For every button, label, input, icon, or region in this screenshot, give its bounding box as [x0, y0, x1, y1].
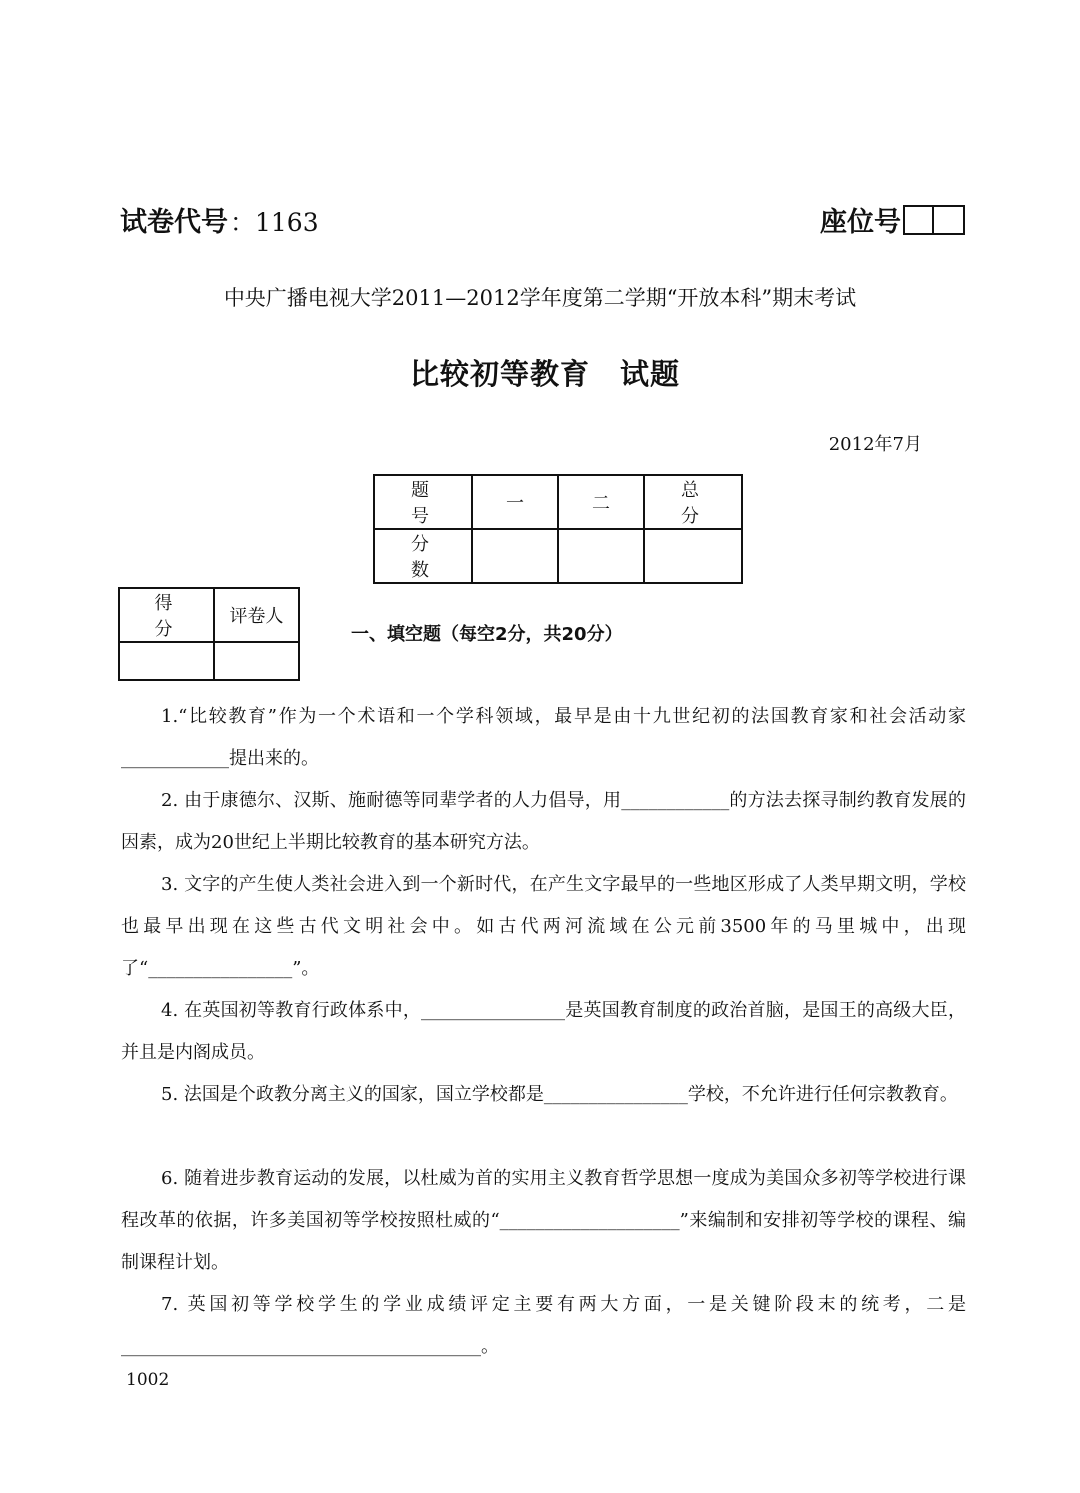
question-text: 5. 法国是个政教分离主义的国家，国立学校都是________________学校，不允许进行任何宗教教育。 — [161, 1084, 958, 1105]
seat-number — [820, 200, 965, 239]
score-table — [373, 474, 753, 584]
paper-code-value: ：1163 — [230, 208, 319, 237]
exam-header: 中央广播电视大学2011—2012学年度第二学期“开放本科”期末考试 — [223, 286, 857, 310]
score-table-cell: 一 — [472, 475, 558, 529]
question-text: 6. 随着进步教育运动的发展，以杜威为首的实用主义教育哲学思想一度成为美国众多初等学校进行课程改革的依据，许多美国初等学校按照杜威的“____________________”来编制和安排初等学校的课程、编制课程计划。 — [121, 1168, 966, 1273]
score-table-cell: 总 分 — [644, 475, 742, 529]
grader-table-header-row — [119, 588, 299, 642]
paper-code-label: 试卷代号 — [120, 207, 228, 238]
exam-title: 比较初等教育 试题 — [409, 357, 680, 391]
question-item — [121, 1284, 966, 1368]
question-text: 7. 英国初等学校学生的学业成绩评定主要有两大方面，一是关键阶段末的统考，二是________________________________________。 — [121, 1294, 966, 1357]
score-table-cell: 分 数 — [374, 529, 472, 583]
seat-box — [903, 205, 934, 235]
grader-table-cell: 得 分 — [119, 588, 214, 642]
question-item — [121, 1158, 966, 1284]
score-table-cell: 题 号 — [374, 475, 472, 529]
question-item — [121, 780, 966, 864]
score-table-cell — [472, 529, 558, 583]
grader-table — [118, 587, 300, 681]
seat-box — [934, 205, 965, 235]
question-item — [121, 864, 966, 990]
section-title: 一、填空题（每空2分，共20分） — [351, 624, 623, 645]
question-text: 1.“比较教育”作为一个术语和一个学科领域，最早是由十九世纪初的法国教育家和社会活动家____________提出来的。 — [121, 706, 966, 769]
seat-number-label: 座位号 — [820, 207, 901, 238]
question-text: 3. 文字的产生使人类社会进入到一个新时代，在产生文字最早的一些地区形成了人类早期文明，学校也最早出现在这些古代文明社会中。如古代两河流域在公元前3500年的马里城中，出现了“________________”。 — [121, 874, 966, 979]
grader-table-cell: 评卷人 — [214, 588, 299, 642]
question-item — [121, 990, 966, 1074]
question-text: 4. 在英国初等教育行政体系中，________________是英国教育制度的政治首脑，是国王的高级大臣，并且是内阁成员。 — [121, 1000, 966, 1063]
score-table-cell — [558, 529, 644, 583]
grader-table-cell — [119, 642, 214, 680]
grader-table-blank-row — [119, 642, 299, 680]
page-number: 1002 — [126, 1370, 170, 1390]
paper-code — [120, 200, 319, 239]
exam-date: 2012年7月 — [828, 434, 922, 455]
question-item — [121, 1074, 966, 1116]
score-table-cell: 二 — [558, 475, 644, 529]
score-table-header-row — [374, 475, 742, 529]
question-item — [121, 696, 966, 780]
seat-number-boxes — [903, 205, 965, 235]
question-text: 2. 由于康德尔、汉斯、施耐德等同辈学者的人力倡导，用____________的方法去探寻制约教育发展的因素，成为20世纪上半期比较教育的基本研究方法。 — [121, 790, 966, 853]
grader-table-cell — [214, 642, 299, 680]
score-table-cell — [644, 529, 742, 583]
score-table-score-row — [374, 529, 742, 583]
